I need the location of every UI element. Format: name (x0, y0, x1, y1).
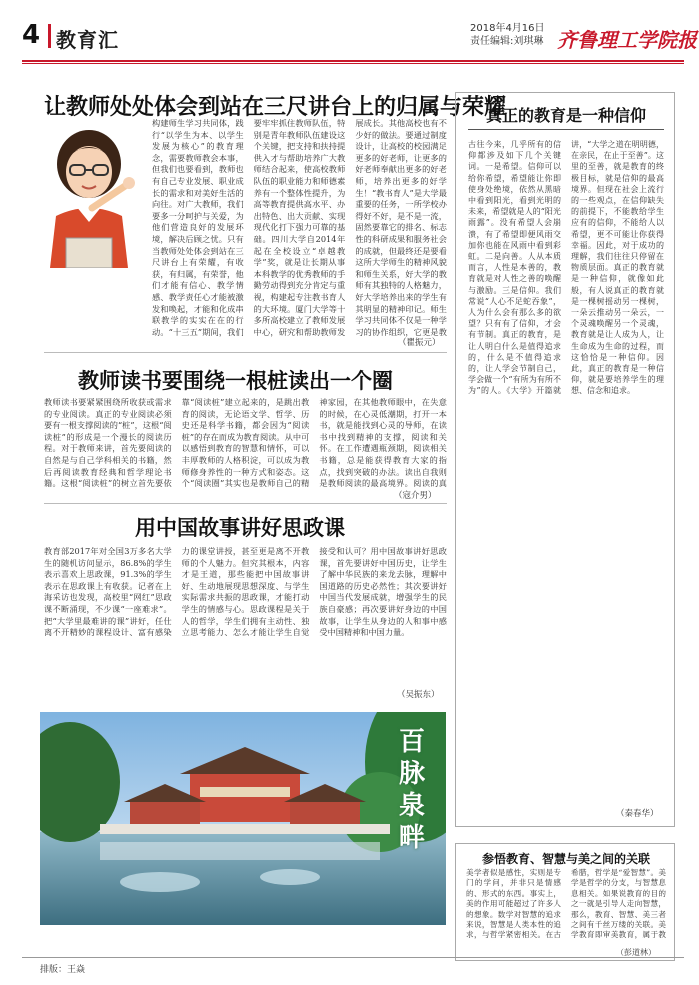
sidebar-body: 古往今来，几乎所有的信仰都涉及如下几个关键词。一是希望。信仰可以给你希望，希望能让你即使身处绝境，依然从黑暗中看到阳光，看到光明的未来，希望就是人的“阳光雨露”。没有希望人会崩溃，有了希望即便风雨交加你也能在风雨中看到彩虹。二是向善。人从本质而言，人性是本善的，教育就是对人性之善的唤醒与激励。三是信仰。我们常说“人心不足蛇吞象”，人为什么会有那么多的欲望？只有有了信仰，才会有节制。真正的教育，是让人明白什么是值得追求的，什么是不值得追求的，让人学会节制自己，学会做一个“有所为有所不为”的人。《大学》开篇就讲，“大学之道在明明德，在亲民，在止于至善”。这里的至善，就是教育的终极目标，就是信仰的最高境界。但现在社会上流行的一些观点，在信仰缺失的前提下，不能教给学生应有的信仰，不能给人以希望，更不可能让你获得幸福。因此，对于成功的理解，我们往往只停留在物质层面。真正的教育就是一种信仰，就像如此般，有人说真正的教育就是一棵树摇动另一棵树，一朵云推动另一朵云，一个灵魂唤醒另一个灵魂，教育就是让人成为人，让生命成为生命的过程，而这恰恰是一种信仰。因此，真正的教育是一种信仰，就是要培养学生的理想、信念和追求。 (468, 140, 664, 396)
box2-title: 参悟教育、智慧与美之间的关联 (481, 852, 650, 866)
section-title: 教育汇 (56, 28, 119, 52)
header-divider (48, 24, 51, 48)
article3-title: 用中国故事讲好思政课 (135, 515, 345, 540)
box2-body: 美学者似是感性，实则是专门的学问，并非只是情感的、形式的东西。事实上，美的作用可能超过了许多人的想象。数学对智慧的追求来说，智慧是人类本性的追求，与哲学紧密相关。在古希腊，哲学是“爱智慧”。美学是哲学的分支，与智慧息息相关。如果说教育的目的之一就是引导人走向智慧，那么，教育、智慧、美三者之间有千丝万缕的关联。美学教育即审美教育，属于教 (466, 868, 666, 940)
footer-rule (22, 957, 684, 958)
article1-title: 让教师处处体会到站在三尺讲台上的归属与荣耀 (44, 94, 507, 120)
sidebar-author: （秦春华） (616, 809, 659, 819)
sidebar-title: 真正的教育是一种信仰 (485, 106, 646, 125)
page-header (22, 18, 697, 58)
issue-editor: 责任编辑:刘琪琳 (470, 36, 544, 47)
teacher-illustration (30, 118, 148, 268)
header-rule (22, 60, 684, 62)
issue-date: 2018年4月16日 (470, 23, 545, 34)
article3-author: （吴振东） (397, 690, 440, 700)
photo-caption: 百脉泉畔 (398, 727, 425, 853)
box2 (455, 843, 675, 961)
article2-author: （寇介男） (394, 491, 437, 501)
issue-info (470, 22, 545, 48)
article1-body: 构建师生学习共同体，践行“以学生为本、以学生发展为核心”的教育理念，需要教师教会本事，但我们也要看到，教师也有自己专业发展、职业成长的需求和对美好生活的向往。对广大教师，我们要多一分呵护与关爱，为他们营造良好的发展环境，解决后顾之忧。只有当教师处处体会到站在三尺讲台上有荣耀，有收获，有归属，有荣誉，他们才能有信心、教学情感、教学责任心才能被激发和唤起，才能和化成串联教学的实实在在的行动。“十三五”期间，我们要牢牢抓住教师队伍，特别是青年教师队伍建设这个关键，把支持和扶持提供入才与帮助培养广大教师结合起来，使高校教师队伍的职业能力和师德素养有一个整体性提升，为高等教育提供高水平、办出特色、出大贡献、实现现代化打下强力可靠的基础。四川大学自2014年起在全校设立“卓越教学”奖，就是让长期从事本科教学的优秀教师的手勤劳动得到充分肯定与重视，构建起专注教书育人的大环境。厦门大学等十多所高校建立了教师发展中心，研究和帮助教师发展成长。其他高校也有不少好的做法。要通过制度设计，让高校的校园满足更多的好老师，让更多的好老师奉献出更多的好老师，培养出更多的好学生！“教书育人”是大学最重要的任务，一所学校办得好不好，是不是一流，固然要靠它的排名、标志性的科研成果和服务社会的成就，但最终还是要看这所大学师生的精神风貌和师生关系，好大学的教师有其独特的人格魅力，好大学培养出来的学生有其明显的精神印记。师生学习共同体不仅是一种学习的协作组织，它更是教 (152, 118, 447, 337)
article-separator-1 (44, 352, 447, 353)
article1-author: （瞿振元） (398, 338, 441, 348)
header-rule-thin (22, 63, 684, 64)
spring-park-photo (40, 712, 446, 925)
box2-author: （彭道林） (616, 948, 656, 957)
article-separator-2 (44, 503, 447, 504)
article2-title: 教师读书要围绕一根桩读出一个圈 (78, 368, 393, 393)
page-number: 4 (22, 20, 41, 50)
article2-body: 教师读书要紧紧围绕所收获或需求的专业阅读。真正的专业阅读必须要有一根支撑阅读的“桩”，这根“阅读桩”的形成是一个漫长的阅读历程。对于教师来讲，首先要阅读的自然是与自己学科相关的书籍，然后再阅读教育经典和哲学理论书籍。这根“阅读桩”的树立首先要依靠“阅读桩”建立起来的，是跳出教育的阅读，无论语文学、哲学、历史还是科学书籍，都会因为“阅读桩”的存在而成为教育阅读。从中可以感悟到教育的智慧和情怀，可以丰厚教师的人格积淀，可以成为教师修身养性的一种方式和姿态。这个“阅读圈”其实也是教师自己的精神家园，在其他教师眼中，在失意的时候，在心灵低潮期，打开一本书，就是能找到心灵的导师，在读书中找到精神的支撑，阅读和关怀。在工作遭遇瓶颈期，阅读相关书籍，总是能获得教育大家的指点，找到突破的办法。读出自我则是教师阅读的最高境界。阅读的真 (44, 397, 447, 489)
newspaper-masthead: 齐鲁理工学院报 (557, 28, 697, 52)
article3-body: 教育部2017年对全国3万多名大学生的随机访问显示，86.8%的学生表示喜欢上思政课，91.3%的学生表示在思政课上有收获。记者在上海采访也发现，高校里“网红”思政课不断涌现，不少课“一座难求”。把“大学里最难讲的课”讲好，任仕离不开精妙的课程设计、富有感染力的课堂讲授，甚至更是离不开教师的个人魅力。但究其根本，内容才是王道，那些能把中国故事讲好、生动地展现思想深度、与学生实际需求共振的思政课，才能打动学生的情感与心。思政课程是关于人的哲学，学生们拥有主动性、独立思考能力、怎么才能让学生自觉接受和认可？用中国故事讲好思政课，首先要讲好中国历史，让学生了解中华民族的来龙去脉，理解中国道路的历史必然性；其次要讲好中国当代发展成就，增强学生的民族自豪感；再次要讲好身边的中国故事，让学生从身边的人和事中感受中国精神和中国力量。 (44, 546, 447, 638)
sidebar-box (455, 92, 675, 827)
sidebar-rule (468, 129, 664, 130)
layout-editor: 排版：王焱 (40, 965, 86, 975)
